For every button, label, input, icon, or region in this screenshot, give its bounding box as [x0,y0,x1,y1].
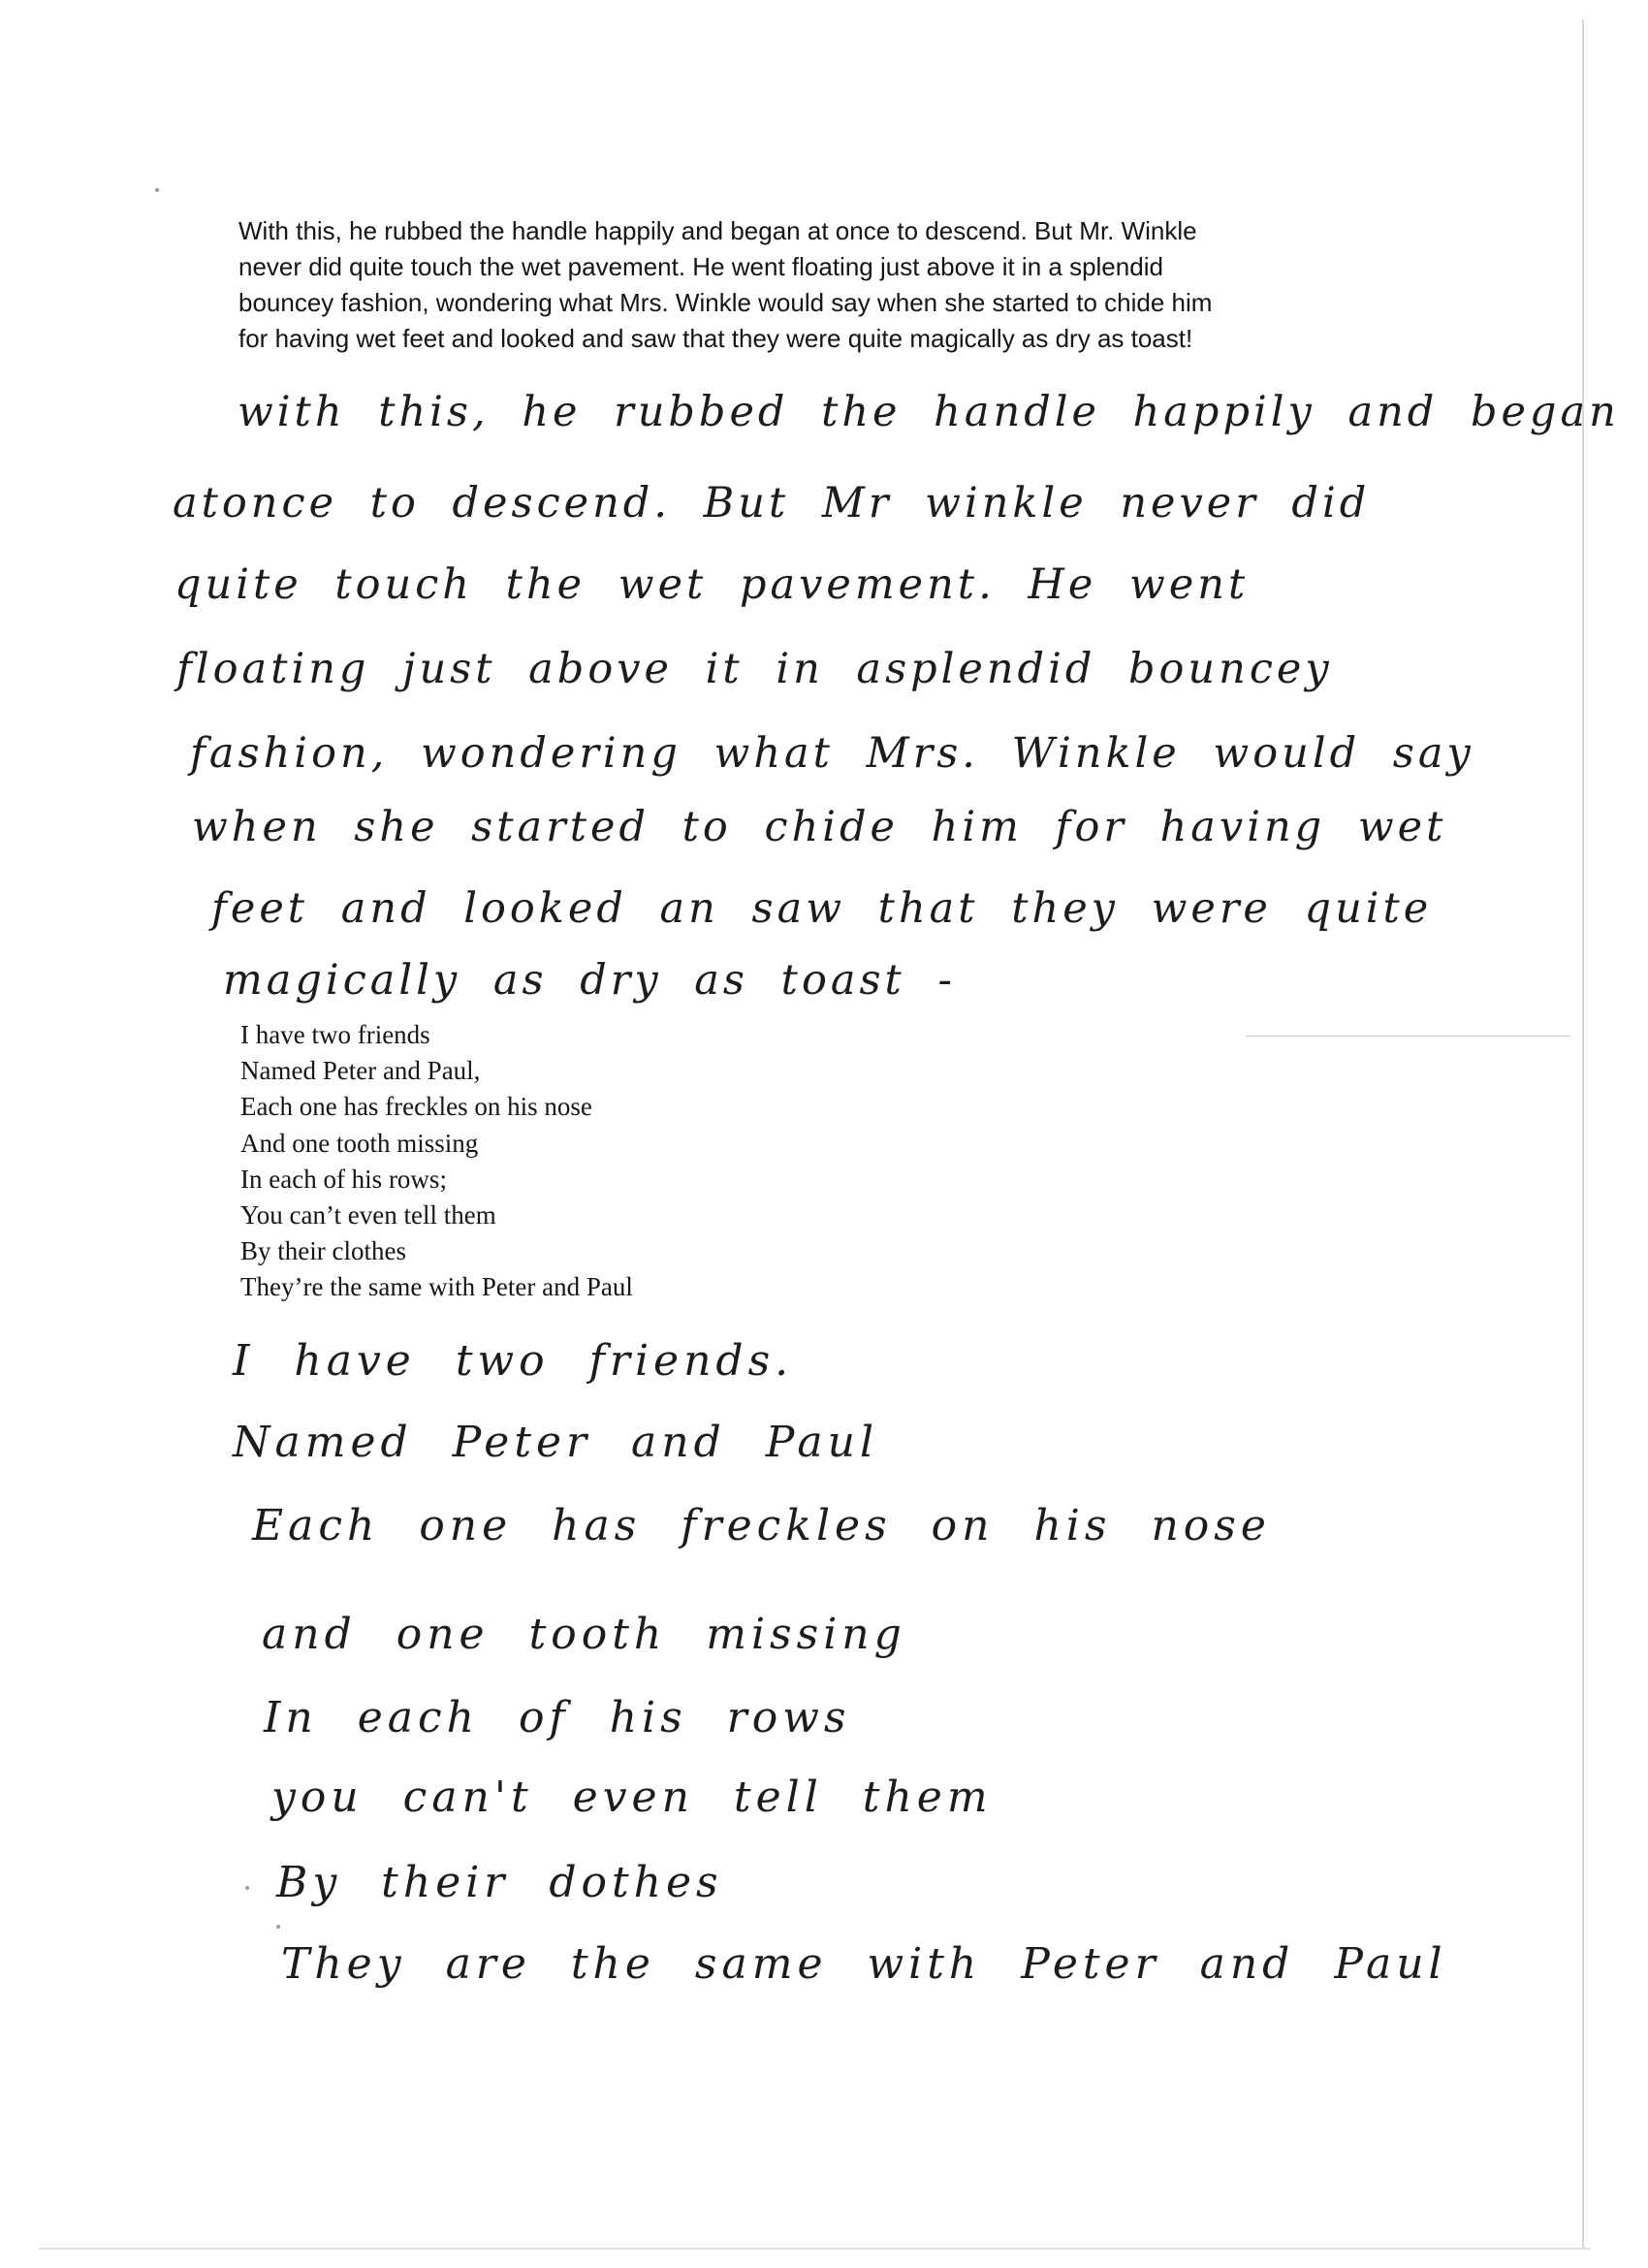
handwritten-poem-line: They are the same with Peter and Paul [281,1939,1447,1989]
handwritten-poem-line: In each of his rows [264,1693,851,1742]
handwritten-paragraph-line: magically as dry as toast - [223,956,957,1005]
printed-paragraph-line: bouncey fashion, wondering what Mrs. Winkle would say when she started to chide him [238,288,1213,317]
scan-speck [276,1925,280,1929]
printed-poem-line: Named Peter and Paul, [240,1056,481,1086]
printed-poem-line: By their clothes [240,1236,406,1266]
handwritten-paragraph-line: when she started to chide him for having wet [192,803,1447,851]
handwritten-poem-line: By their dothes [276,1858,723,1907]
printed-paragraph-line: for having wet feet and looked and saw that they were quite magically as dry as toast! [238,324,1193,353]
handwritten-poem-line: you can't even tell them [271,1773,993,1822]
handwritten-poem-line: Each one has freckles on his nose [252,1501,1271,1550]
handwritten-paragraph-line: floating just above it in asplendid bouncey [176,645,1333,693]
printed-poem-line: They’re the same with Peter and Paul [240,1272,633,1302]
handwritten-poem-line: I have two friends. [233,1336,794,1386]
printed-paragraph-line: never did quite touch the wet pavement. He went floating just above it in a splendid [238,252,1163,281]
printed-poem-line: And one tooth missing [240,1128,479,1158]
handwritten-paragraph-line: fashion, wondering what Mrs. Winkle would say [190,729,1474,778]
printed-poem-line: In each of his rows; [240,1164,447,1194]
faint-rule [1246,1036,1570,1037]
handwritten-poem-line: and one tooth missing [262,1610,906,1659]
printed-poem-line: You can’t even tell them [240,1200,496,1230]
scan-speck [155,188,159,192]
printed-poem-line: I have two friends [240,1020,430,1049]
printed-paragraph-line: With this, he rubbed the handle happily and began at once to descend. But Mr. Winkle [238,216,1197,245]
handwritten-paragraph-line: atonce to descend. But Mr winkle never did [173,479,1371,527]
scan-speck [245,1886,249,1890]
handwritten-paragraph-line: feet and looked an saw that they were quite [211,884,1433,933]
printed-poem [240,1017,633,1306]
printed-paragraph [238,213,1450,357]
printed-poem-line: Each one has freckles on his nose [240,1092,592,1122]
handwritten-poem-line: Named Peter and Paul [233,1418,879,1467]
page-edge-right [1582,19,1584,2250]
page-edge-bottom [39,2248,1590,2250]
handwritten-paragraph-line: quite touch the wet pavement. He went [174,560,1250,609]
handwritten-paragraph-line: with this, he rubbed the handle happily and began [238,388,1620,436]
